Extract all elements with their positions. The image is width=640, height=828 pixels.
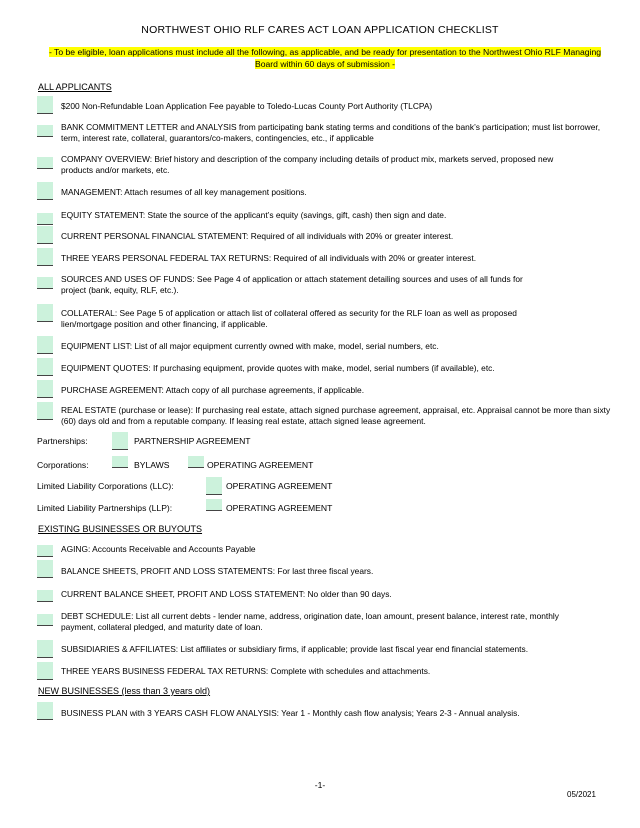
checkbox[interactable] <box>112 456 128 468</box>
item-text: SOURCES AND USES OF FUNDS: See Page 4 of application or attach statement detailing sources and uses of all funds for project (bank, equity, RLF, etc.). <box>61 274 523 295</box>
item-text: BANK COMMITMENT LETTER and ANALYSIS from participating bank stating terms and conditions of the bank’s participation; must list borrower, term, interest rate, collateral, guarantors/co-makers, contingencies, etc., if applicable <box>61 122 601 143</box>
section-heading-all-applicants: ALL APPLICANTS <box>38 82 112 92</box>
llc-label: Limited Liability Corporations (LLC): <box>37 481 174 491</box>
checkbox[interactable] <box>37 545 53 557</box>
checkbox[interactable] <box>37 640 53 658</box>
partnerships-row <box>37 432 617 450</box>
item-text: BALANCE SHEETS, PROFIT AND LOSS STATEMENTS: For last three fiscal years. <box>61 566 374 576</box>
checkbox[interactable] <box>37 358 53 376</box>
checkbox[interactable] <box>37 336 53 354</box>
llp-label: Limited Liability Partnerships (LLP): <box>37 503 173 513</box>
llp-row <box>37 499 617 517</box>
item-text: DEBT SCHEDULE: List all current debts - lender name, address, origination date, loan amount, present balance, interest rate, monthly payment, collateral pledged, and maturity date of loan. <box>61 611 559 632</box>
page-number: -1- <box>314 780 326 790</box>
checkbox[interactable] <box>37 96 53 114</box>
checkbox[interactable] <box>206 499 222 511</box>
operating-agreement-label: OPERATING AGREEMENT <box>226 481 333 491</box>
checkbox[interactable] <box>37 662 53 680</box>
revision-date: 05/2021 <box>567 790 596 799</box>
checkbox[interactable] <box>37 304 53 322</box>
eligibility-notice-text: - To be eligible, loan applications must include all the following, as applicable, and be ready for presentation to the Northwest Ohio RLF Managing Board within 60 days of submission - <box>48 47 602 69</box>
checkbox[interactable] <box>37 277 53 289</box>
corporations-label: Corporations: <box>37 460 89 470</box>
eligibility-notice <box>40 46 610 70</box>
section-heading-existing-businesses: EXISTING BUSINESSES OR BUYOUTS <box>38 524 203 534</box>
checkbox[interactable] <box>37 560 53 578</box>
operating-agreement-label: OPERATING AGREEMENT <box>207 460 314 470</box>
item-text: SUBSIDIARIES & AFFILIATES: List affiliates or subsidiary firms, if applicable; provide last fiscal year end financial statements. <box>61 644 529 654</box>
item-text: PURCHASE AGREEMENT: Attach copy of all purchase agreements, if applicable. <box>61 385 365 395</box>
item-text: CURRENT BALANCE SHEET, PROFIT AND LOSS STATEMENT: No older than 90 days. <box>61 589 392 599</box>
checkbox[interactable] <box>37 226 53 244</box>
item-text: COLLATERAL: See Page 5 of application or attach list of collateral offered as security for the RLF loan as well as proposed lien/mortgage position and other financing, if applicable. <box>61 308 517 329</box>
checkbox[interactable] <box>206 477 222 495</box>
checkbox[interactable] <box>37 590 53 602</box>
checkbox[interactable] <box>112 432 128 450</box>
item-text: $200 Non-Refundable Loan Application Fee payable to Toledo-Lucas County Port Authority (TLCPA) <box>61 101 433 111</box>
checkbox[interactable] <box>37 182 53 200</box>
checkbox[interactable] <box>37 614 53 626</box>
item-text: CURRENT PERSONAL FINANCIAL STATEMENT: Required of all individuals with 20% or greater interest. <box>61 231 454 241</box>
item-text: REAL ESTATE (purchase or lease): If purchasing real estate, attach signed purchase agreement, appraisal, etc. Appraisal cannot be more than sixty (60) days old and from a reputable company. If leasing real estate, attach signed lease agreement. <box>61 405 611 426</box>
bylaws-label: BYLAWS <box>134 460 170 470</box>
checkbox[interactable] <box>37 157 53 169</box>
llc-row <box>37 477 617 495</box>
section-heading-new-businesses: NEW BUSINESSES (less than 3 years old) <box>38 686 211 696</box>
corporations-row <box>37 456 617 474</box>
item-text: EQUIPMENT LIST: List of all major equipment currently owned with make, model, serial numbers, etc. <box>61 341 439 351</box>
checkbox[interactable] <box>188 456 204 468</box>
item-text: BUSINESS PLAN with 3 YEARS CASH FLOW ANALYSIS: Year 1 - Monthly cash flow analysis; Years 2-3 - Annual analysis. <box>61 708 520 718</box>
checkbox[interactable] <box>37 213 53 225</box>
item-text: MANAGEMENT: Attach resumes of all key management positions. <box>61 187 307 197</box>
checkbox[interactable] <box>37 125 53 137</box>
checkbox[interactable] <box>37 380 53 398</box>
partnership-agreement-label: PARTNERSHIP AGREEMENT <box>134 436 251 446</box>
operating-agreement-label: OPERATING AGREEMENT <box>226 503 333 513</box>
item-text: EQUIPMENT QUOTES: If purchasing equipment, provide quotes with make, model, serial numbers (if available), etc. <box>61 363 495 373</box>
item-text: THREE YEARS BUSINESS FEDERAL TAX RETURNS: Complete with schedules and attachments. <box>61 666 431 676</box>
document-title: NORTHWEST OHIO RLF CARES ACT LOAN APPLICATION CHECKLIST <box>141 24 499 36</box>
item-text: COMPANY OVERVIEW: Brief history and description of the company including details of product mix, markets served, proposed new products and/or markets, etc. <box>61 154 554 175</box>
item-text: AGING: Accounts Receivable and Accounts Payable <box>61 544 256 554</box>
checkbox[interactable] <box>37 248 53 266</box>
checkbox[interactable] <box>37 702 53 720</box>
checkbox[interactable] <box>37 402 53 420</box>
item-text: THREE YEARS PERSONAL FEDERAL TAX RETURNS: Required of all individuals with 20% or greater interest. <box>61 253 477 263</box>
partnerships-label: Partnerships: <box>37 436 88 446</box>
item-text: EQUITY STATEMENT: State the source of the applicant’s equity (savings, gift, cash) then sign and date. <box>61 210 447 220</box>
